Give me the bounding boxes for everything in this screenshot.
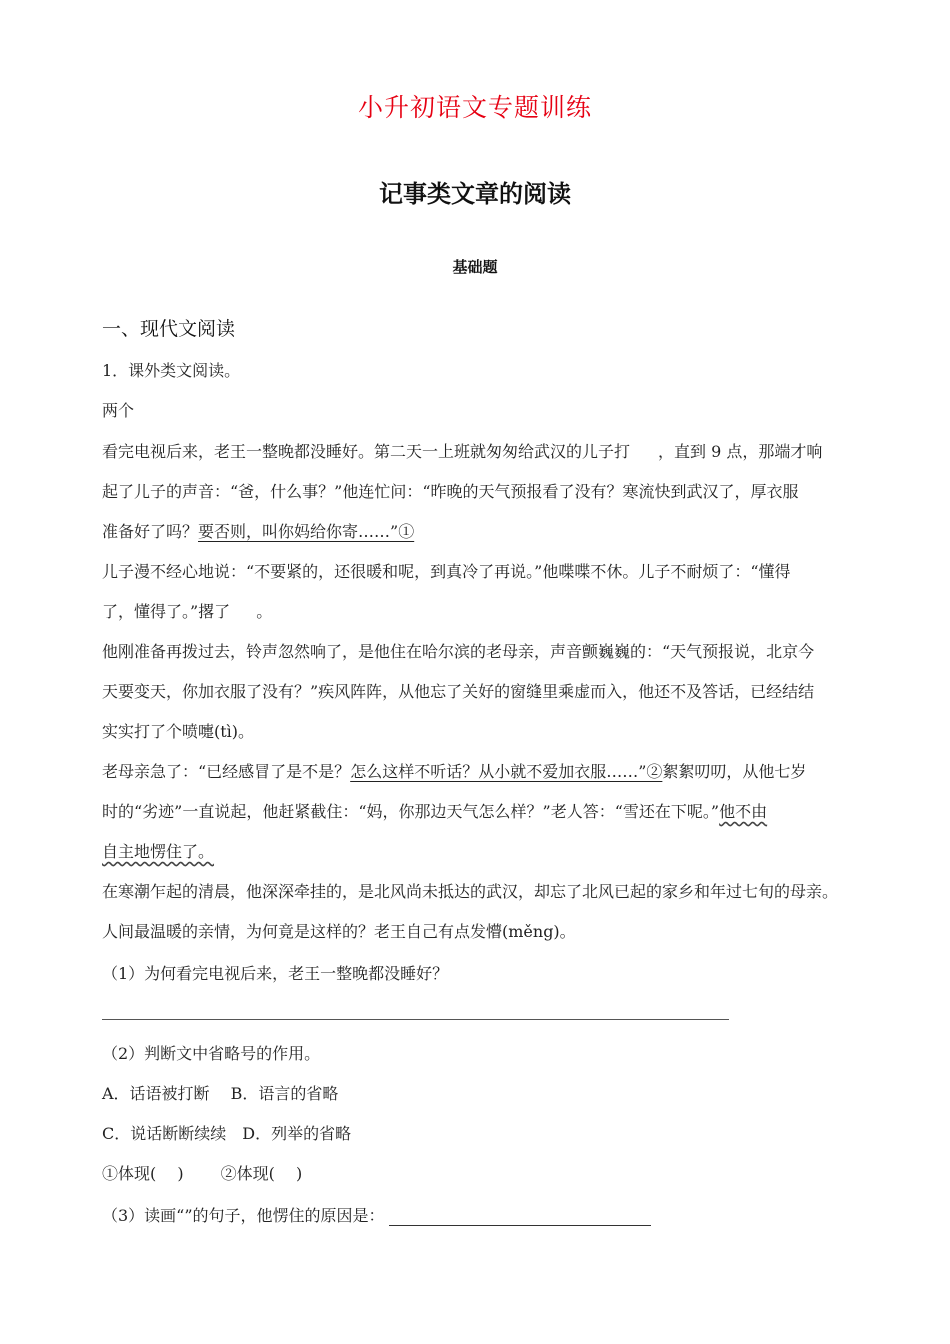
answer-line-1[interactable]: [102, 1019, 729, 1020]
passage-title: 两个: [102, 401, 135, 420]
answer-blanks-q2[interactable]: ①体现( ) ②体现( ): [102, 1164, 303, 1183]
text-segment: 老母亲急了：“已经感冒了是不是？: [102, 762, 351, 781]
paragraph-3-line-1: 他刚准备再拨过去，铃声忽然响了，是他住在哈尔滨的老母亲，声音颤巍巍的：“天气预报说，北京今: [102, 642, 815, 661]
paragraph-2-line-1: 儿子漫不经心地说：“不要紧的，还很暖和呢，到真冷了再说。”他喋喋不休。儿子不耐烦了：“懂得: [102, 562, 791, 581]
text-segment: 准备好了吗？: [102, 522, 199, 541]
text-segment: 时的“劣迹”一直说起，他赶紧截住：“妈，你那边天气怎么样？”老人答：“雪还在下呢。”: [102, 802, 720, 821]
answer-blank-q3[interactable]: [389, 1209, 651, 1226]
question-intro: 1．课外类文阅读。: [102, 361, 241, 380]
series-title: 小升初语文专题训练: [357, 93, 592, 122]
paragraph-5-line-2: 人间最温暖的亲情，为何竟是这样的？老王自己有点发懵(měng)。: [102, 922, 576, 941]
sub-question-2: （2）判断文中省略号的作用。: [102, 1044, 321, 1063]
underlined-sentence-1: 要否则，叫你妈给你寄……”①: [198, 522, 415, 541]
text-segment: 了，懂得了。”撂了: [102, 602, 231, 621]
text-segment: 看完电视后来，老王一整晚都没睡好。第二天一上班就匆匆给武汉的儿子打: [102, 442, 631, 461]
sub-question-1: （1）为何看完电视后来，老王一整晚都没睡好？: [102, 964, 449, 983]
text-segment: ，直到 9 点，那端才响: [658, 442, 823, 461]
option-c-d: C．说话断断续续 D．列举的省略: [102, 1124, 352, 1143]
question-text: （3）读画“”的句子，他愣住的原因是：: [102, 1206, 385, 1225]
option-a-b: A．话语被打断 B．语言的省略: [102, 1084, 339, 1103]
text-segment: 絮絮叨叨，从他七岁: [662, 762, 807, 781]
paragraph-5-line-1: 在寒潮乍起的清晨，他深深牵挂的，是北风尚未抵达的武汉，却忘了北风已起的家乡和年过七旬的母亲。: [102, 882, 839, 901]
paragraph-2-line-2: [102, 602, 272, 622]
paragraph-1-line-3: [102, 522, 414, 542]
underlined-sentence-2: 怎么这样不听话？从小就不爱加衣服……”②: [350, 762, 663, 781]
paragraph-4-line-1: [102, 762, 806, 782]
main-title: 记事类文章的阅读: [379, 180, 571, 208]
paragraph-4-line-2: [102, 802, 767, 822]
wavy-underlined-sentence: 他不由: [719, 802, 768, 821]
paragraph-3-line-3: 实实打了个喷嚏(tì)。: [102, 722, 255, 741]
wavy-underlined-sentence: 自主地愣住了。: [102, 842, 215, 861]
level-subtitle: 基础题: [452, 258, 498, 276]
paragraph-3-line-2: 天要变天，你加衣服了没有？”疾风阵阵，从他忘了关好的窗缝里乘虚而入，他还不及答话，已经结结: [102, 682, 815, 701]
section-heading: 一、现代文阅读: [102, 318, 236, 340]
paragraph-4-line-3: [102, 842, 214, 862]
paragraph-1-line-1: [102, 442, 822, 462]
paragraph-1-line-2: 起了儿子的声音：“爸，什么事？”他连忙问：“昨晚的天气预报看了没有？寒流快到武汉了，厚衣服: [102, 482, 799, 501]
text-segment: 。: [256, 602, 273, 621]
sub-question-3: [102, 1206, 651, 1226]
